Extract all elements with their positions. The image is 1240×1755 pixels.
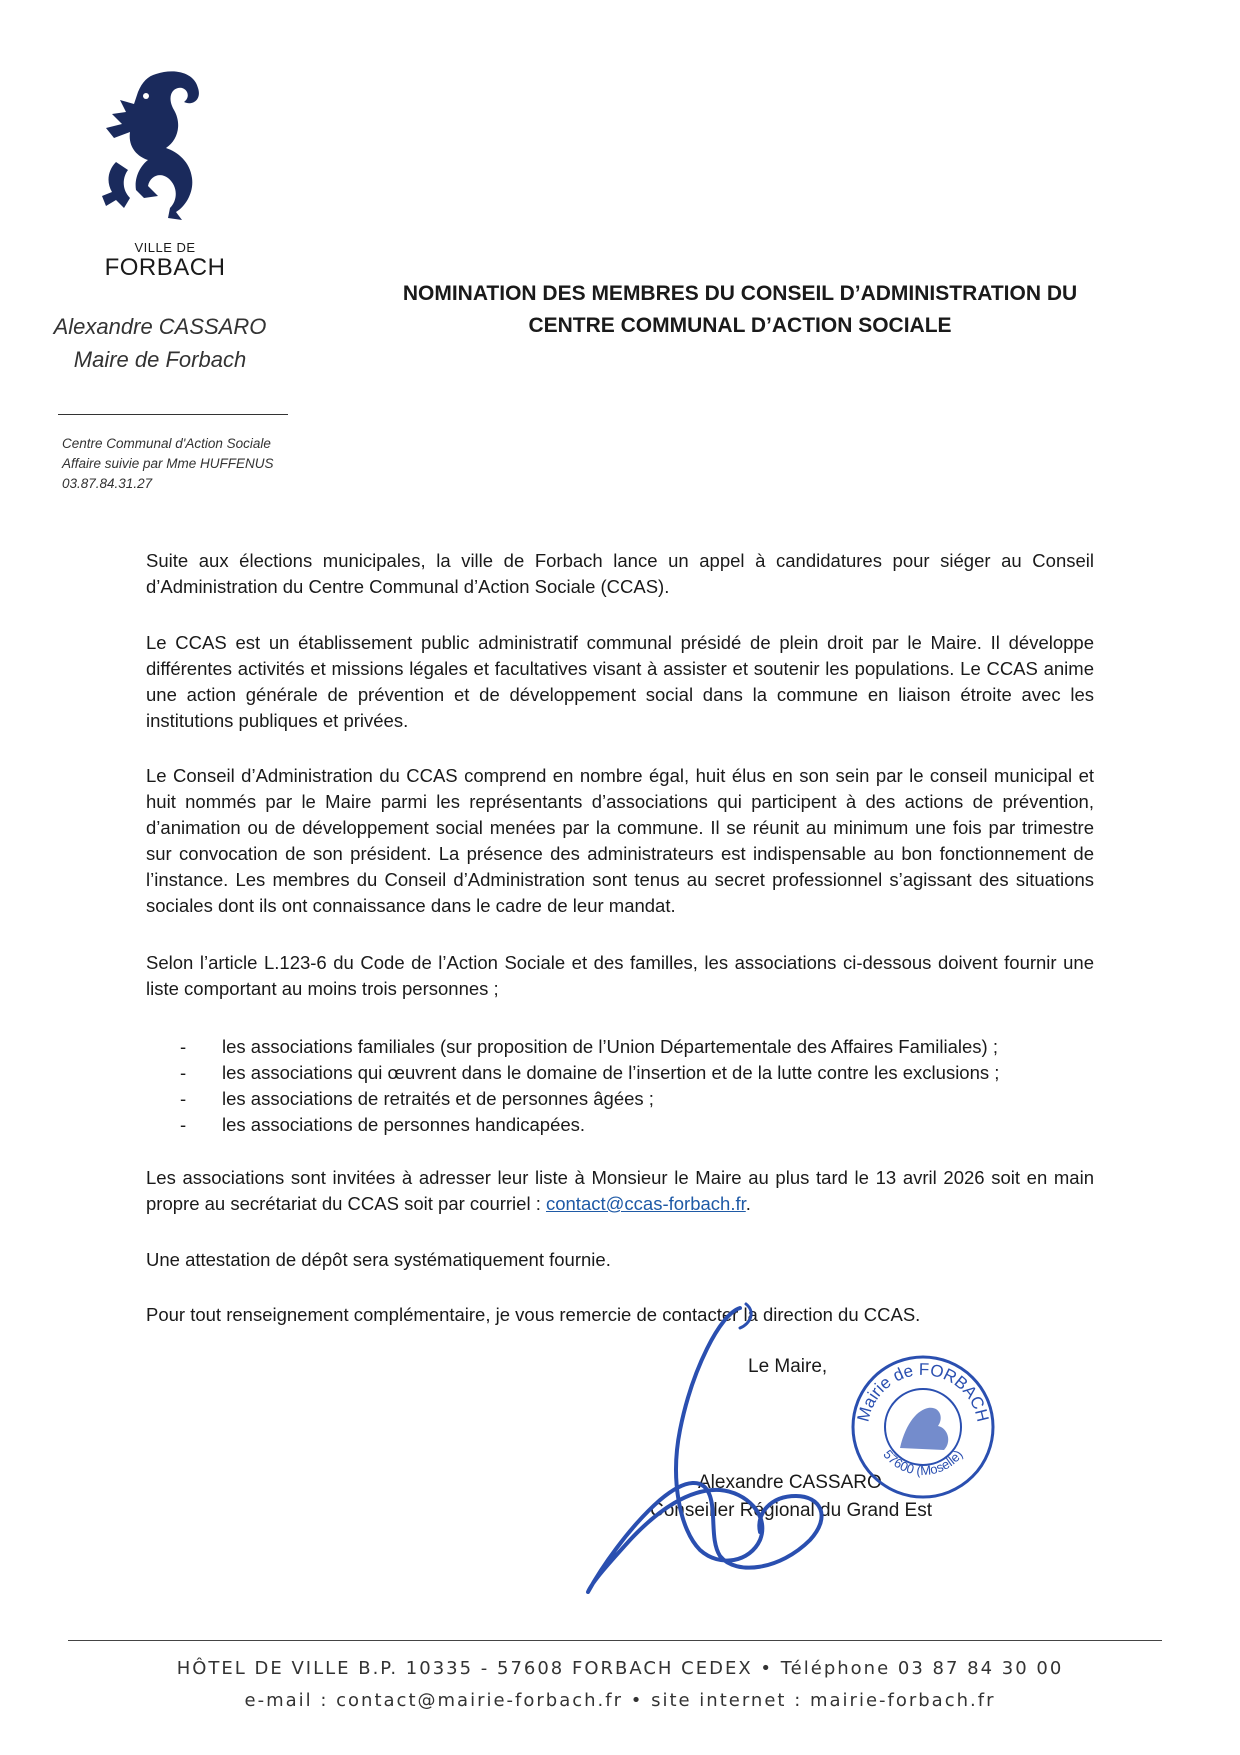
submission-text: Les associations sont invitées à adresser leur liste à Monsieur le Maire au plus tard le 13 avril 2026 soit en main propre au secrétariat du CCAS soit par courriel : — [146, 1167, 1094, 1214]
service-contact: Affaire suivie par Mme HUFFENUS — [62, 456, 274, 471]
official-stamp — [848, 1352, 998, 1502]
footer-divider — [68, 1640, 1162, 1641]
paragraph-ccas-description: Le CCAS est un établissement public administratif communal présidé de plein droit par le Maire. Il développe différentes activités et missions légales et facultatives visant à assister et soutenir les populations. Le CCAS anime une action générale de prévention et de développement social dans la commune en liaison étroite avec les institutions publiques et privées. — [146, 632, 1094, 731]
ccas-email-link[interactable]: contact@ccas-forbach.fr — [545, 1193, 746, 1214]
paragraph-board-composition: Le Conseil d’Administration du CCAS comprend en nombre égal, huit élus en son sein par le conseil municipal et huit nommés par le Maire parmi les représentants d’associations qui participent à des actions de prévention, d’animation ou de développement social menées par la commune. Il se réunit au minimum une fois par trimestre sur convocation de son président. La présence des administrateurs est indispensable au bon fonctionnement de l’instance. Les membres du Conseil d’Administration sont tenus au secret professionnel s’agissant des situations sociales dont ils ont connaissance dans le cadre de leur mandat. — [146, 765, 1094, 916]
list-item: - les associations de retraités et de personnes âgées ; — [180, 1086, 1080, 1112]
title-line-2: CENTRE COMMUNAL D’ACTION SOCIALE — [528, 314, 952, 337]
service-name: Centre Communal d'Action Sociale — [62, 436, 271, 451]
logo-city-name: FORBACH — [104, 254, 226, 281]
service-phone: 03.87.84.31.27 — [62, 476, 153, 491]
header-divider — [58, 414, 288, 415]
association-list — [180, 1034, 1080, 1138]
signature-role: Conseiller Régional du Grand Est — [650, 1500, 932, 1521]
submission-end: . — [745, 1193, 751, 1214]
signature-name: Alexandre CASSARO — [698, 1472, 882, 1493]
stamp-bottom-text: 57600 (Moselle) — [880, 1446, 966, 1479]
footer-address: HÔTEL DE VILLE B.P. 10335 - 57608 FORBACH CEDEX • Téléphone 03 87 84 30 00 — [176, 1658, 1064, 1679]
list-item: - les associations qui œuvrent dans le domaine de l’insertion et de la lutte contre les exclusions ; — [180, 1060, 1080, 1086]
signature-title: Le Maire, — [748, 1356, 828, 1377]
paragraph-intro: Suite aux élections municipales, la ville de Forbach lance un appel à candidatures pour siéger au Conseil d’Administration du Centre Communal d’Action Sociale (CCAS). — [146, 550, 1094, 597]
paragraph-submission — [146, 1165, 1094, 1217]
title-line-1: NOMINATION DES MEMBRES DU CONSEIL D’ADMINISTRATION DU — [402, 282, 1078, 305]
paragraph-contact: Pour tout renseignement complémentaire, je vous remercie de contacter la direction du CCAS. — [146, 1304, 921, 1325]
mayor-title: Maire de Forbach — [73, 347, 247, 372]
document-title — [380, 278, 1100, 342]
stamp-top-text: Mairie de FORBACH — [853, 1359, 993, 1424]
logo-small-caption: VILLE DE — [134, 240, 196, 255]
paragraph-legal-article: Selon l’article L.123-6 du Code de l’Action Sociale et des familles, les associations ci-dessous doivent fournir une liste comportant au moins trois personnes ; — [146, 952, 1094, 999]
paragraph-attestation: Une attestation de dépôt sera systématiquement fournie. — [146, 1249, 611, 1270]
mayor-name: Alexandre CASSARO — [53, 314, 267, 339]
forbach-lion-logo — [86, 66, 226, 226]
footer-contact: e-mail : contact@mairie-forbach.fr • site internet : mairie-forbach.fr — [244, 1690, 996, 1711]
list-item: - les associations familiales (sur proposition de l’Union Départementale des Affaires Familiales) ; — [180, 1034, 1080, 1060]
svg-text:57600 (Moselle) — [880, 1447, 965, 1478]
list-item: - les associations de personnes handicapées. — [180, 1112, 1080, 1138]
